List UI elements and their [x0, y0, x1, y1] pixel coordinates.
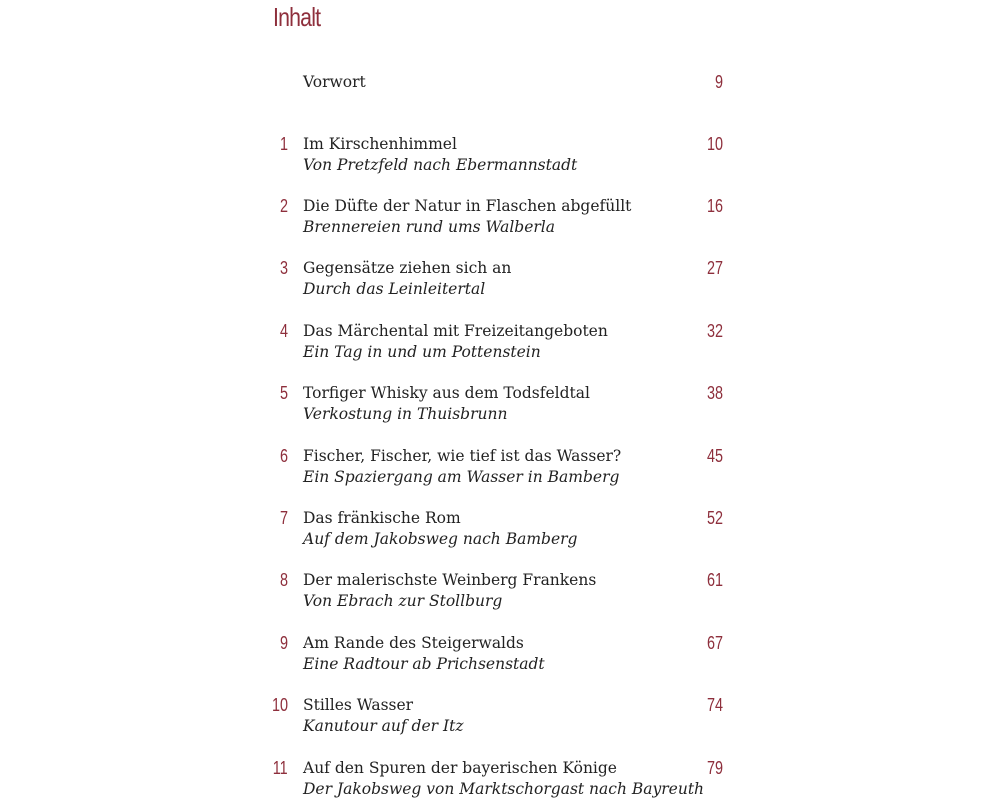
chapter-number: 4 [279, 321, 288, 341]
chapter-page-number: 52 [706, 508, 723, 528]
chapter-subtitle: Ein Spaziergang am Wasser in Bamberg [303, 468, 620, 486]
chapter-subtitle: Eine Radtour ab Prichsenstadt [303, 655, 545, 673]
chapter-number: 11 [273, 758, 288, 778]
chapter-title: Das fränkische Rom [303, 509, 461, 527]
chapter-title: Die Düfte der Natur in Flaschen abgefüllt [303, 197, 632, 215]
page-title: Inhalt [273, 2, 321, 32]
chapter-page-number: 27 [706, 258, 723, 278]
chapter-number: 9 [279, 633, 288, 653]
chapter-number: 6 [279, 446, 288, 466]
chapter-subtitle: Auf dem Jakobsweg nach Bamberg [303, 530, 578, 548]
chapter-title: Torfiger Whisky aus dem Todsfeldtal [303, 384, 590, 402]
toc-entry [0, 258, 1000, 304]
chapter-subtitle: Brennereien rund ums Walberla [303, 218, 556, 236]
chapter-subtitle: Kanutour auf der Itz [303, 717, 464, 735]
chapter-subtitle: Von Ebrach zur Stollburg [303, 592, 503, 610]
chapter-number: 1 [279, 134, 288, 154]
preface-page-number: 9 [714, 72, 723, 92]
chapter-number: 5 [279, 383, 288, 403]
toc-entry [0, 383, 1000, 429]
toc-entry [0, 508, 1000, 554]
toc-entry [0, 196, 1000, 242]
chapter-subtitle: Verkostung in Thuisbrunn [303, 405, 508, 423]
chapter-subtitle: Von Pretzfeld nach Ebermannstadt [303, 156, 578, 174]
chapter-title: Am Rande des Steigerwalds [303, 634, 524, 652]
chapter-page-number: 67 [706, 633, 723, 653]
chapter-title: Gegensätze ziehen sich an [303, 259, 512, 277]
chapter-number: 3 [279, 258, 288, 278]
chapter-title: Stilles Wasser [303, 696, 414, 714]
chapter-page-number: 79 [706, 758, 723, 778]
chapter-page-number: 38 [706, 383, 723, 403]
chapter-subtitle: Durch das Leinleitertal [303, 280, 486, 298]
chapter-number: 7 [279, 508, 288, 528]
chapter-title: Auf den Spuren der bayerischen Könige [303, 759, 617, 777]
toc-entry [0, 446, 1000, 492]
toc-entry [0, 134, 1000, 180]
chapter-subtitle: Ein Tag in und um Pottenstein [303, 343, 541, 361]
chapter-number: 8 [279, 570, 288, 590]
chapter-page-number: 74 [706, 695, 723, 715]
toc-entry [0, 570, 1000, 616]
chapter-page-number: 45 [706, 446, 723, 466]
toc-entry-preface [0, 72, 1000, 118]
chapter-page-number: 61 [706, 570, 723, 590]
toc-entry [0, 633, 1000, 679]
chapter-title: Das Märchental mit Freizeitangeboten [303, 322, 608, 340]
toc-entry [0, 758, 1000, 804]
chapter-number: 2 [279, 196, 288, 216]
chapter-subtitle: Der Jakobsweg von Marktschorgast nach Bayreuth [303, 780, 705, 798]
chapter-number: 10 [271, 695, 288, 715]
chapter-page-number: 16 [706, 196, 723, 216]
chapter-page-number: 10 [706, 134, 723, 154]
toc-entry [0, 321, 1000, 367]
chapter-title: Fischer, Fischer, wie tief ist das Wasser? [303, 447, 622, 465]
chapter-page-number: 32 [706, 321, 723, 341]
preface-title: Vorwort [303, 73, 366, 91]
toc-entry [0, 695, 1000, 741]
chapter-title: Der malerischste Weinberg Frankens [303, 571, 597, 589]
chapter-title: Im Kirschenhimmel [303, 135, 457, 153]
